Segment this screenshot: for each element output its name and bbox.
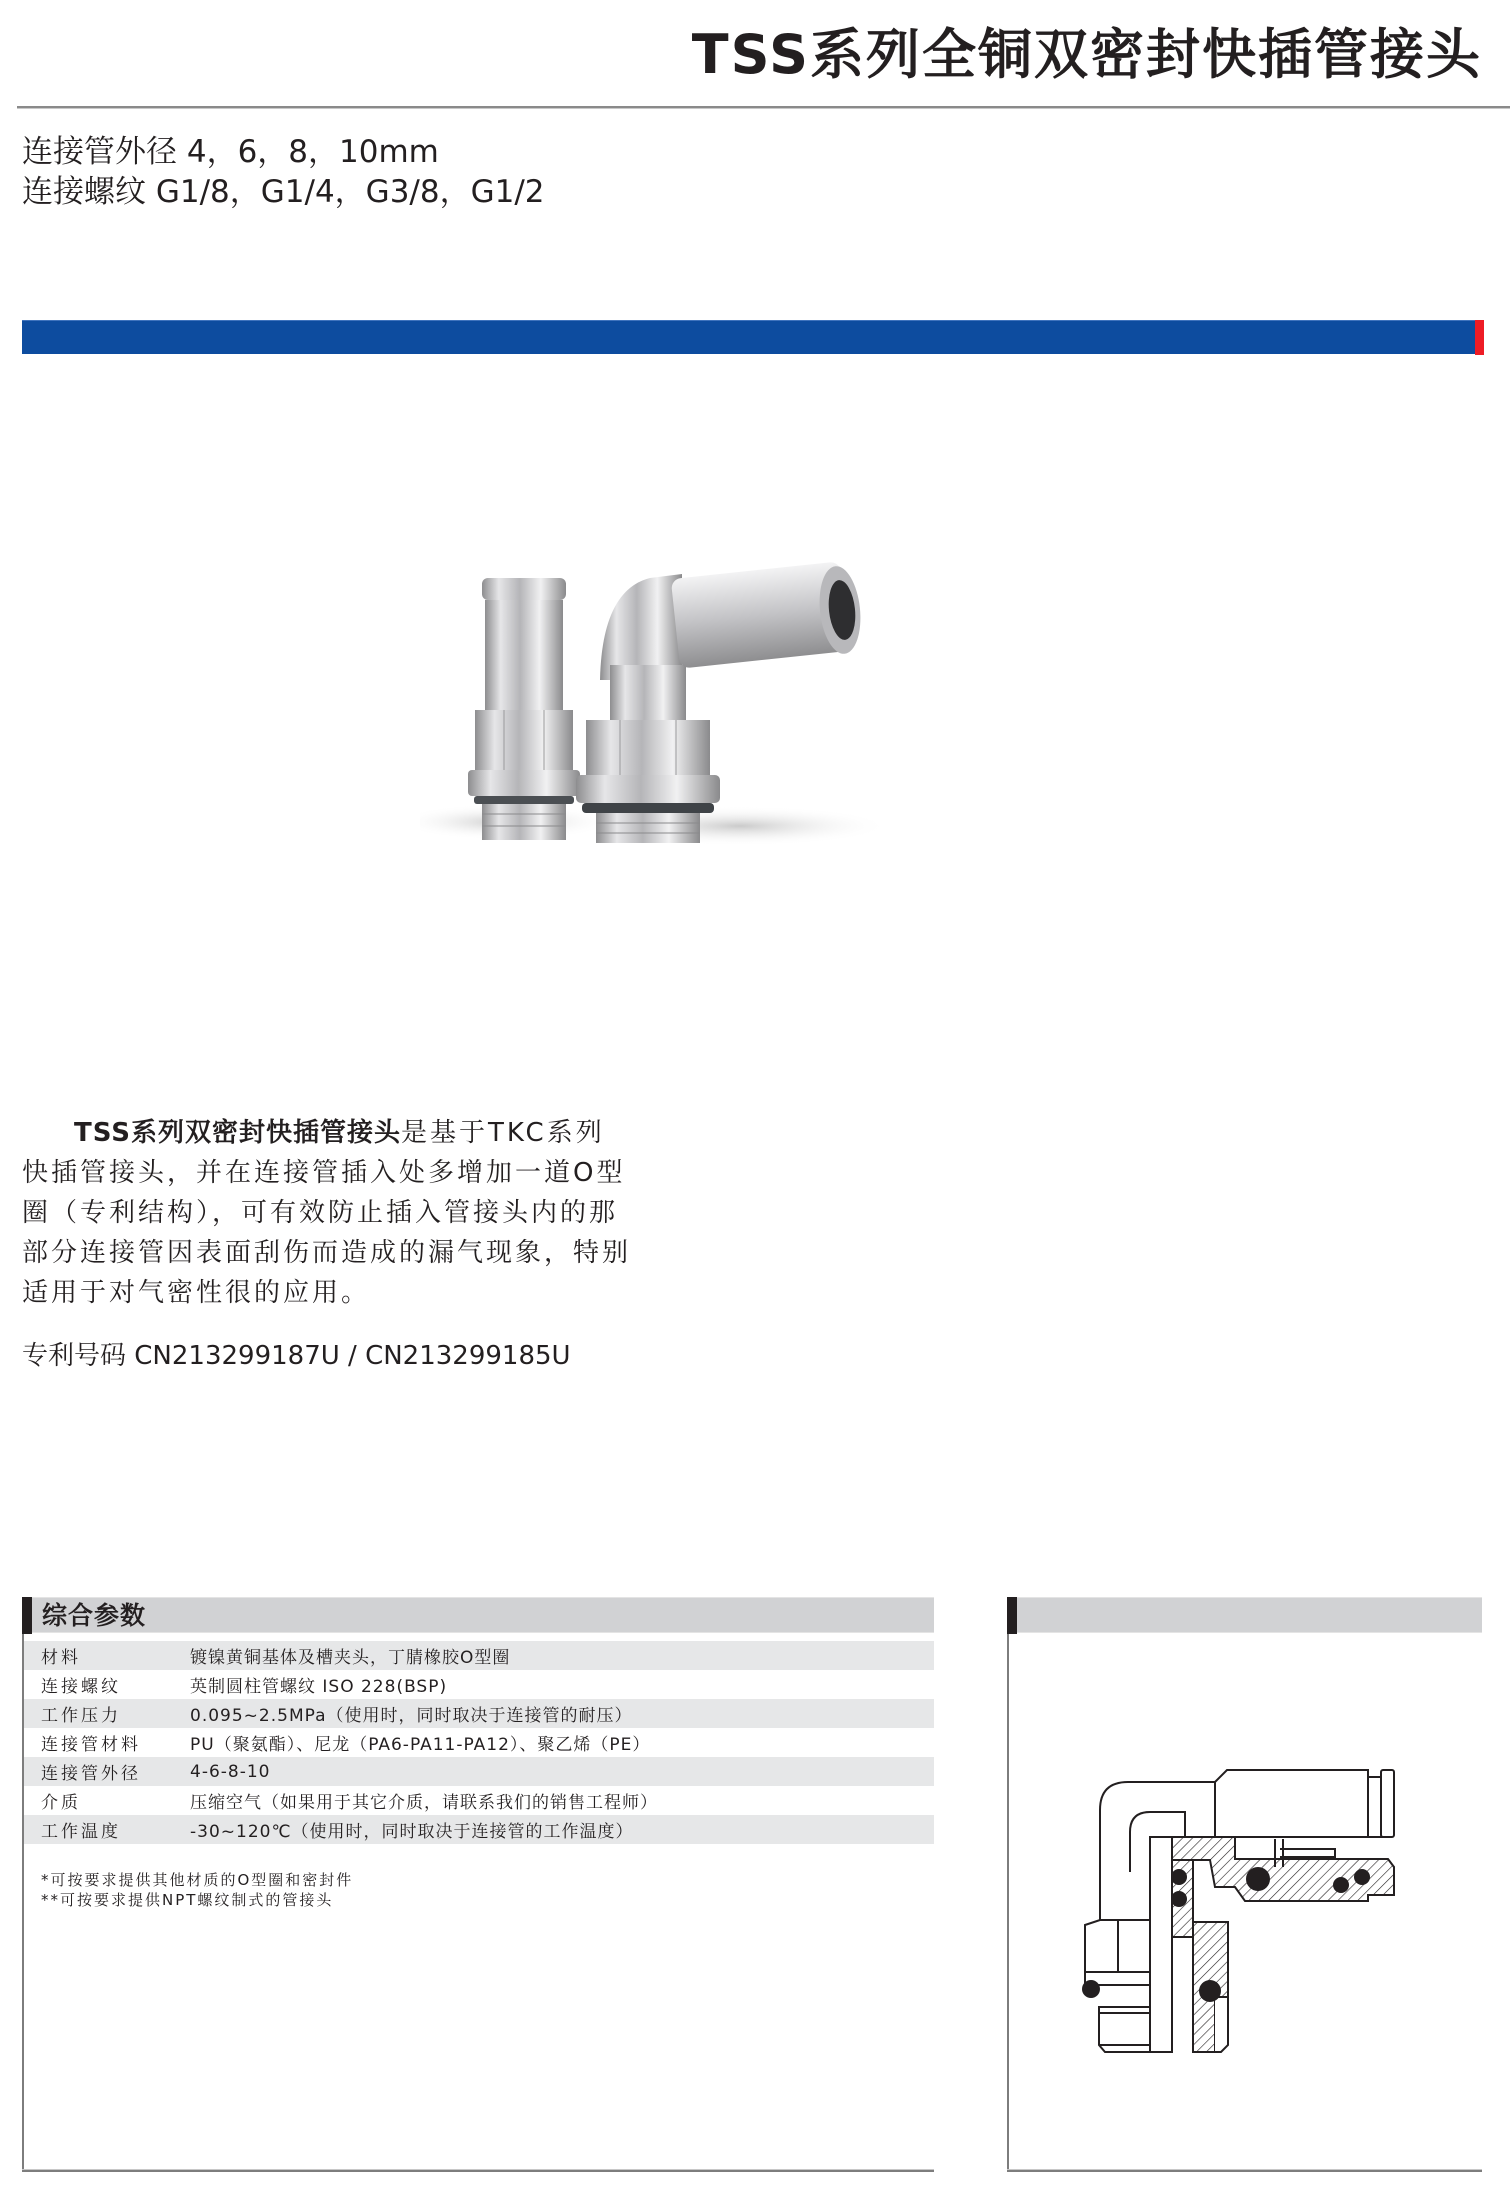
param-row <box>24 1757 934 1786</box>
param-value: 英制圆柱管螺纹 ISO 228(BSP) <box>190 1677 448 1697</box>
param-row <box>24 1728 934 1757</box>
header-tab-marker <box>22 1597 32 1634</box>
param-value: 镀镍黄铜基体及槽夹头，丁腈橡胶O型圈 <box>190 1648 511 1668</box>
param-value: PU（聚氨酯）、尼龙（PA6-PA11-PA12）、聚乙烯（PE） <box>190 1735 651 1755</box>
header-tab-marker <box>1007 1597 1017 1634</box>
title-divider <box>17 106 1510 109</box>
params-title: 综合参数 <box>42 1601 147 1630</box>
param-row <box>24 1786 934 1815</box>
intro-lead: TSS系列双密封快插管接头 <box>74 1118 402 1148</box>
param-row <box>24 1670 934 1699</box>
intro-body: 是基于TKC系列快插管接头，并在连接管插入处多增加一道O型圈（专利结构），可有效防止插入管接头内的那部分连接管因表面刮伤而造成的漏气现象，特别适用于对气密性很的应用。 <box>22 1118 632 1308</box>
accent-bar-red-cap <box>1475 320 1484 355</box>
intro-paragraph <box>22 1113 632 1313</box>
param-key: 介质 <box>41 1793 81 1813</box>
footnote: *可按要求提供其他材质的O型圈和密封件 <box>41 1871 354 1889</box>
tube-od-spec: 连接管外径 4，6，8，10mm <box>22 134 439 170</box>
param-value: 压缩空气（如果用于其它介质，请联系我们的销售工程师） <box>190 1793 658 1813</box>
params-section <box>22 1597 932 2171</box>
param-key: 连接管外径 <box>41 1764 141 1784</box>
footnote: **可按要求提供NPT螺纹制式的管接头 <box>41 1891 334 1909</box>
param-value: -30~120℃（使用时，同时取决于连接管的工作温度） <box>190 1822 634 1842</box>
accent-bar <box>22 320 1484 354</box>
param-value: 0.095~2.5MPa（使用时，同时取决于连接管的耐压） <box>190 1706 633 1726</box>
params-table <box>24 1641 934 1844</box>
cross-section-drawing <box>1075 1767 1415 2067</box>
footnotes <box>41 1870 353 1910</box>
param-key: 连接螺纹 <box>41 1677 121 1697</box>
spec-summary <box>22 132 545 212</box>
patent-numbers: 专利号码 CN213299187U / CN213299185U <box>22 1341 571 1371</box>
param-value: 4-6-8-10 <box>190 1761 271 1782</box>
drawing-header <box>1007 1597 1482 1633</box>
product-photo <box>420 560 1040 850</box>
params-header <box>22 1597 934 1633</box>
drawing-box-bottom-rule <box>1007 2169 1482 2172</box>
param-row <box>24 1699 934 1728</box>
drawing-section <box>1007 1597 1480 2171</box>
params-box-bottom-rule <box>22 2169 934 2172</box>
param-row <box>24 1641 934 1670</box>
page-title: TSS系列全铜双密封快插管接头 <box>691 23 1482 86</box>
elbow-connector <box>576 561 864 843</box>
param-key: 工作压力 <box>41 1706 121 1726</box>
straight-connector <box>468 578 580 840</box>
param-key: 材料 <box>41 1648 81 1668</box>
thread-spec: 连接螺纹 G1/8，G1/4，G3/8，G1/2 <box>22 174 545 210</box>
param-key: 连接管材料 <box>41 1735 141 1755</box>
param-key: 工作温度 <box>41 1822 121 1842</box>
param-row <box>24 1815 934 1844</box>
